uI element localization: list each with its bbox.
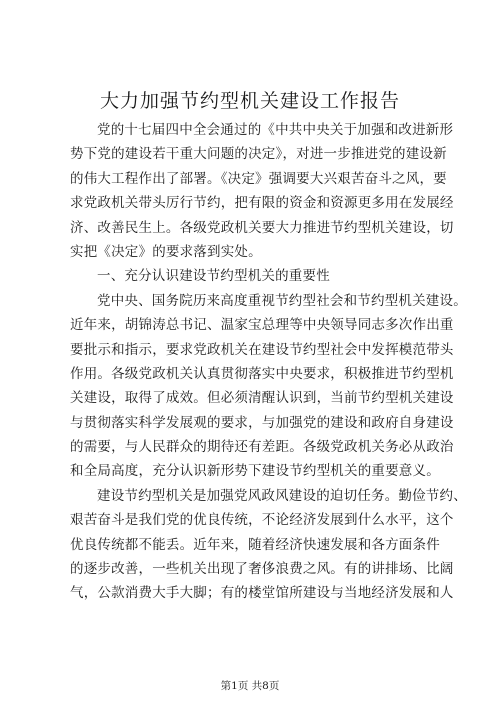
page-number: 第1页 共8页 — [220, 680, 280, 692]
body-line: 的伟大工程作出了部署。《决定》强调要大兴艰苦奋斗之风，要 — [70, 170, 447, 187]
body-line: 建设节约型机关是加强党风政风建设的迫切任务。勤俭节约、 — [97, 487, 467, 504]
body-line: 实把《决定》的要求落到实处。 — [70, 243, 262, 260]
body-line: 势下党的建设若干重大问题的决定》，对进一步推进党的建设新 — [70, 146, 447, 163]
body-line: 艰苦奋斗是我们党的优良传统，不论经济发展到什么水平，这个 — [70, 512, 454, 529]
body-line: 近年来，胡锦涛总书记、温家宝总理等中央领导同志多次作出重 — [70, 317, 454, 334]
body-line: 济、改善民生上。各级党政机关要大力推进节约型机关建设，切 — [70, 219, 454, 236]
body-line: 要批示和指示，要求党政机关在建设节约型社会中发挥模范带头 — [70, 341, 454, 358]
body-line: 的需要，与人民群众的期待还有差距。各级党政机关务必从政治 — [70, 439, 454, 456]
body-line: 关建设，取得了成效。但必须清醒认识到，当前节约型机关建设 — [70, 390, 454, 407]
body-line: 党中央、国务院历来高度重视节约型社会和节约型机关建设。 — [97, 292, 467, 309]
document-title: 大力加强节约型机关建设工作报告 — [99, 90, 400, 112]
document-body — [70, 118, 467, 606]
body-line: 气，公款消费大手大脚；有的楼堂馆所建设与当地经济发展和人 — [70, 585, 454, 602]
body-line: 求党政机关带头厉行节约，把有限的资金和资源更多用在发展经 — [70, 195, 454, 212]
body-line: 优良传统都不能丢。近年来，随着经济快速发展和各方面条件 — [70, 536, 440, 553]
body-line: 和全局高度，充分认识新形势下建设节约型机关的重要意义。 — [70, 463, 440, 480]
body-line: 党的十七届四中全会通过的《中共中央关于加强和改进新形 — [97, 122, 454, 138]
section-heading: 一、充分认识建设节约型机关的重要性 — [97, 268, 330, 285]
body-line: 与贯彻落实科学发展观的要求，与加强党的建设和政府自身建设 — [70, 414, 454, 431]
body-line: 的逐步改善，一些机关出现了奢侈浪费之风。有的讲排场、比阔 — [70, 561, 454, 578]
body-line: 作用。各级党政机关认真贯彻落实中央要求，积极推进节约型机 — [70, 365, 454, 382]
